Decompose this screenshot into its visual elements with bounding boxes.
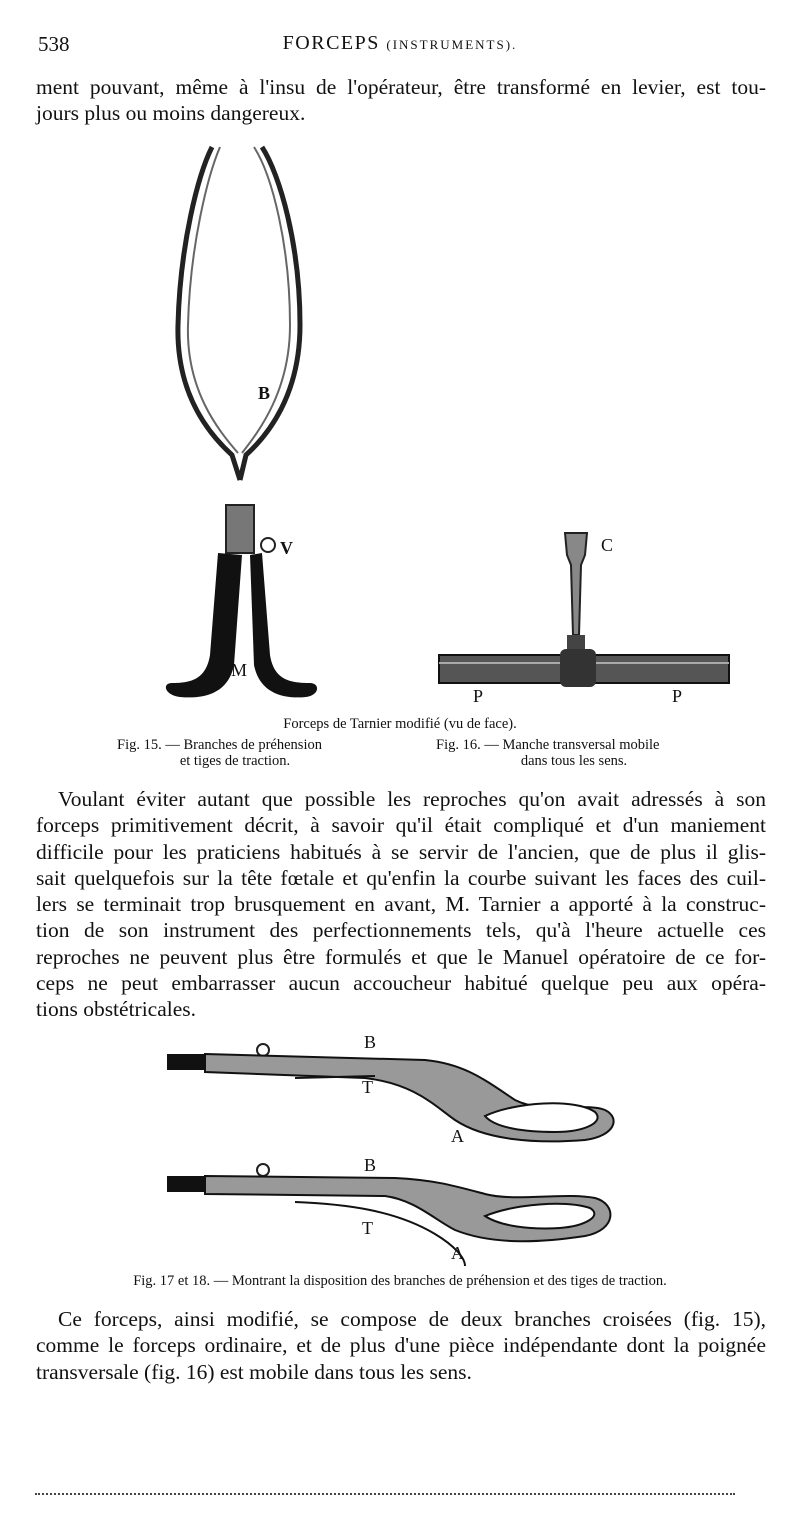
caption-fig15-line2: et tiges de traction. xyxy=(179,753,291,769)
text-line: lers se terminait trop brusquement en avant, M. Tarnier a apporté à la construc- xyxy=(36,892,766,917)
fig16-label-p-right: P xyxy=(672,686,683,706)
text-line: difficile pour les praticiens habitués à se servir de l'ancien, que de plus il glis- xyxy=(36,839,766,864)
fig15-label-b: B xyxy=(258,383,271,403)
text-line: transversale (fig. 16) est mobile dans tous les sens. xyxy=(36,1359,472,1384)
figure-15-forceps-illustration xyxy=(150,135,330,705)
fig15-label-m: M xyxy=(231,660,248,680)
figure-18-side-view-illustration xyxy=(165,1160,625,1270)
text-line: tions obstétricales. xyxy=(36,997,197,1022)
text-line: jours plus ou moins dangereux. xyxy=(36,101,306,126)
fig18-label-a: A xyxy=(451,1243,464,1263)
text-line: comme le forceps ordinaire, et de plus d'une pièce indépendante dont la poignée xyxy=(36,1333,766,1358)
text-line: ceps ne peut embarrasser aucun accoucheur habitué quelque peu aux opéra- xyxy=(36,971,766,996)
running-subtitle: (INSTRUMENTS). xyxy=(386,37,518,52)
text-line: sait quelquefois sur la tête fœtale et qu'enfin la courbe suivant les faces des cuil- xyxy=(36,865,766,890)
text-line: tion de son instrument des perfectionnements tels, qu'à l'heure actuelle ces xyxy=(36,918,766,943)
fig18-label-t: T xyxy=(362,1218,373,1238)
closing-paragraph xyxy=(36,1306,766,1385)
fig17-label-t: T xyxy=(362,1077,373,1097)
figure-16-transverse-handle-illustration xyxy=(435,525,735,695)
running-head xyxy=(0,32,800,55)
fig16-label-c: C xyxy=(601,535,614,555)
text-line: ment pouvant, même à l'insu de l'opérateur, être transformé en levier, est tou- xyxy=(36,75,766,99)
caption-shared: Forceps de Tarnier modifié (vu de face). xyxy=(283,716,517,732)
body-paragraph xyxy=(36,786,766,1023)
page-number: 538 xyxy=(38,32,70,56)
text-line: Ce forceps, ainsi modifié, se compose de deux branches croisées (fig. 15), xyxy=(58,1307,766,1331)
fig16-label-p-left: P xyxy=(473,686,484,706)
caption-fig17-18: Fig. 17 et 18. — Montrant la disposition des branches de préhension et des tiges de traction. xyxy=(133,1273,667,1289)
text-line: forceps primitivement décrit, à savoir qu'il était compliqué et d'un maniement xyxy=(36,813,766,838)
text-line: Voulant éviter autant que possible les reproches qu'on avait adressés à son xyxy=(58,787,766,811)
intro-paragraph xyxy=(36,74,766,127)
caption-fig16-line1: Fig. 16. — Manche transversal mobile xyxy=(436,737,660,753)
text-line: reproches ne peuvent plus être formulés et que le Manuel opératoire de ce for- xyxy=(36,944,766,969)
fig17-label-b: B xyxy=(364,1032,377,1052)
running-title: FORCEPS xyxy=(282,32,380,54)
fig17-label-a: A xyxy=(451,1126,464,1146)
footer-dotted-rule xyxy=(35,1493,735,1495)
caption-fig16-line2: dans tous les sens. xyxy=(520,753,628,769)
figure-17-side-view-illustration xyxy=(165,1040,625,1150)
fig15-label-v: V xyxy=(280,538,293,558)
fig18-label-b: B xyxy=(364,1155,377,1175)
caption-fig15-line1: Fig. 15. — Branches de préhension xyxy=(117,737,322,753)
